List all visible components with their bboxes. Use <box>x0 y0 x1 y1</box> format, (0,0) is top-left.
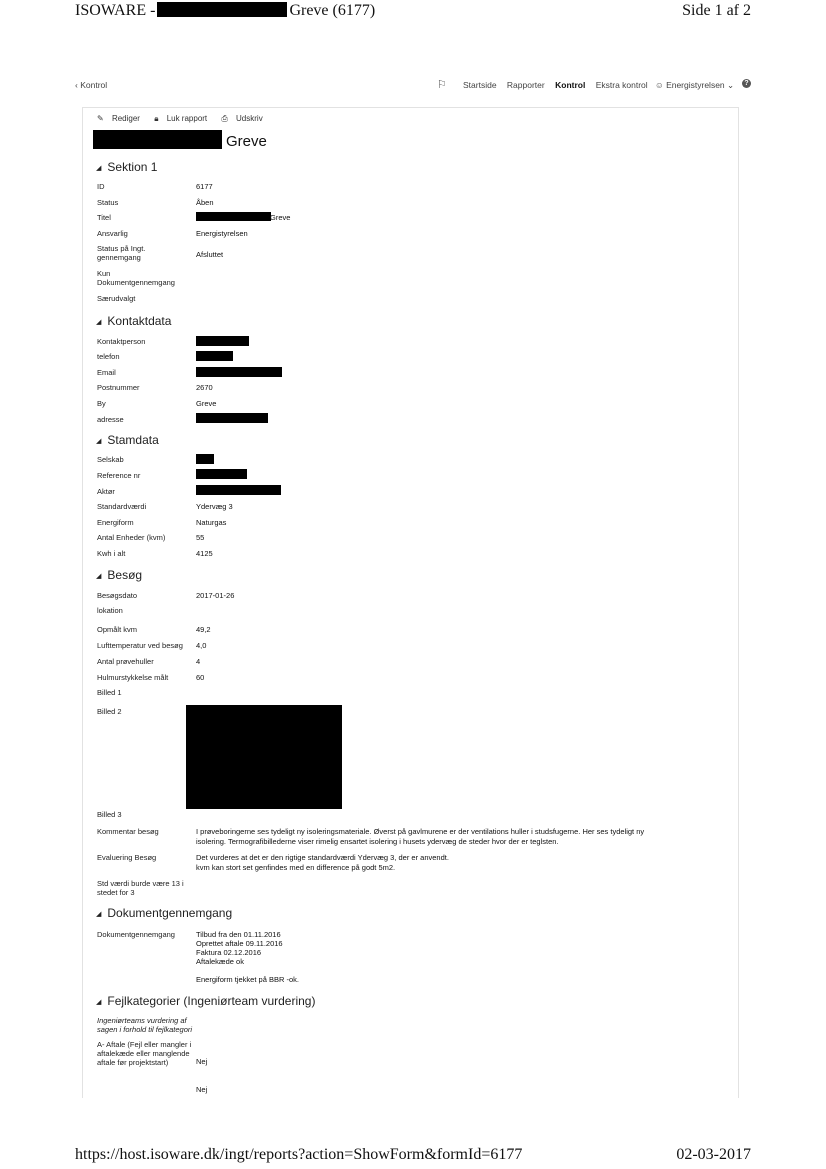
field-label: Selskab <box>97 455 124 464</box>
field-value: Afsluttet <box>196 250 224 259</box>
section-heading-text: Fejlkategorier (Ingeniørteam vurdering) <box>107 994 316 1008</box>
print-header-prefix: ISOWARE - <box>75 2 156 19</box>
section-fejl-heading[interactable] <box>96 994 315 1008</box>
field-label: telefon <box>97 352 120 361</box>
field-label: Energiform <box>97 518 134 527</box>
close-report-label: Luk rapport <box>166 114 208 123</box>
chevron-down-icon: ⌄ <box>727 80 735 90</box>
field-label: Billed 2 <box>97 707 122 716</box>
section-besog-heading[interactable] <box>96 568 142 582</box>
user-icon: ☺ <box>655 80 664 90</box>
nav-link-rapporter[interactable]: Rapporter <box>506 80 545 90</box>
field-label: Billed 1 <box>97 688 122 697</box>
lock-icon: 🔒︎ <box>154 114 159 123</box>
print-button[interactable] <box>221 114 268 123</box>
redaction-bar <box>196 413 268 423</box>
field-value: Aftalekæde ok <box>196 957 244 966</box>
field-value: 2017-01-26 <box>196 591 235 600</box>
section-heading-text: Besøg <box>107 568 143 582</box>
section-dokument-heading[interactable] <box>96 906 232 920</box>
field-label: Ansvarlig <box>97 229 128 238</box>
field-value: Greve <box>196 399 217 408</box>
field-value: Faktura 02.12.2016 <box>196 948 262 957</box>
chevron-left-icon: ‹ <box>75 80 78 90</box>
field-label: Ingeniørteams vurdering af sagen i forhold til fejlkategori <box>97 1016 193 1034</box>
field-label: Billed 3 <box>97 810 122 819</box>
field-label: Antal prøvehuller <box>97 657 154 666</box>
field-label: Særudvalgt <box>97 294 136 303</box>
section-heading-text: Dokumentgennemgang <box>107 906 233 920</box>
user-menu[interactable] <box>655 80 734 91</box>
edit-icon: ✎ <box>97 114 104 123</box>
field-label: Postnummer <box>97 383 140 392</box>
field-value: Nej <box>196 1085 208 1094</box>
field-value: 4,0 <box>196 641 207 650</box>
report-panel <box>82 107 739 1098</box>
field-value: Nej <box>196 1057 208 1066</box>
field-value: 60 <box>196 673 205 682</box>
field-value: 4 <box>196 657 201 666</box>
triangle-down-icon: ◢ <box>96 999 102 1006</box>
top-navbar <box>75 78 751 96</box>
page-title <box>93 130 267 152</box>
field-label: Kommentar besøg <box>97 827 159 836</box>
print-date: 02-03-2017 <box>676 1146 751 1163</box>
triangle-down-icon: ◢ <box>96 573 102 580</box>
section-sektion1-heading[interactable] <box>96 160 157 174</box>
field-value: Oprettet aftale 09.11.2016 <box>196 939 283 948</box>
edit-button[interactable] <box>97 114 146 123</box>
field-value: Tilbud fra den 01.11.2016 <box>196 930 281 939</box>
field-value: isolering. Termografibillederne viser rimelig ensartet isolering i husets ydervæg de steder hvor der er teglsten. <box>196 837 559 846</box>
flag-icon[interactable]: ⚐ <box>437 79 447 91</box>
field-label: Hulmurstykkelse målt <box>97 673 169 682</box>
print-page-label: Side 1 af 2 <box>682 2 751 19</box>
print-button-label: Udskriv <box>236 114 263 123</box>
field-label: adresse <box>97 415 124 424</box>
field-value: 4125 <box>196 549 213 558</box>
redaction-bar <box>93 130 222 149</box>
report-toolbar <box>97 114 275 124</box>
field-value: 6177 <box>196 182 213 191</box>
print-header-suffix: Greve (6177) <box>289 2 376 19</box>
field-value: Energiform tjekket på BBR -ok. <box>196 975 299 984</box>
field-value: 2670 <box>196 383 213 392</box>
field-label: Standardværdi <box>97 502 147 511</box>
redaction-bar <box>157 2 287 17</box>
nav-link-ekstra-kontrol[interactable]: Ekstra kontrol <box>595 80 648 90</box>
print-footer <box>75 1146 751 1166</box>
redaction-bar <box>196 469 247 479</box>
field-label: A- Aftale (Fejl eller mangler i aftalekæde eller manglende aftale før projektstart) <box>97 1040 192 1067</box>
field-label: ID <box>97 182 105 191</box>
field-label: Besøgsdato <box>97 591 138 600</box>
nav-link-startside[interactable]: Startside <box>463 80 497 90</box>
field-value: kvm kan stort set genfindes med en difference på godt 5m2. <box>196 863 396 872</box>
field-label: Kwh i alt <box>97 549 126 558</box>
page-title-text: Greve <box>226 133 267 150</box>
field-value: 49,2 <box>196 625 211 634</box>
section-stamdata-heading[interactable] <box>96 433 159 447</box>
nav-links <box>463 80 656 90</box>
triangle-down-icon: ◢ <box>96 438 102 445</box>
redaction-bar <box>196 336 249 346</box>
close-report-button[interactable] <box>154 114 213 123</box>
field-label: Status <box>97 198 119 207</box>
field-label: Std værdi burde være 13 i stedet for 3 <box>97 879 184 897</box>
back-link-label: Kontrol <box>80 80 108 90</box>
field-label: Opmålt kvm <box>97 625 138 634</box>
section-heading-text: Sektion 1 <box>107 160 158 174</box>
edit-button-label: Rediger <box>111 114 140 123</box>
redaction-bar <box>196 367 282 377</box>
field-label: Kun Dokumentgennemgang <box>97 269 175 287</box>
field-value: Det vurderes at det er den rigtige standardværdi Ydervæg 3, der er anvendt. <box>196 853 449 862</box>
field-label: Titel <box>97 213 111 222</box>
field-label: lokation <box>97 606 123 615</box>
section-heading-text: Stamdata <box>107 433 159 447</box>
nav-link-kontrol[interactable]: Kontrol <box>555 80 586 90</box>
triangle-down-icon: ◢ <box>96 319 102 326</box>
field-label: Evaluering Besøg <box>97 853 157 862</box>
field-value: Åben <box>196 198 214 207</box>
redaction-bar <box>196 485 281 495</box>
redaction-bar <box>196 454 214 464</box>
section-kontaktdata-heading[interactable] <box>96 314 171 328</box>
field-label: By <box>97 399 106 408</box>
print-url: https://host.isoware.dk/ingt/reports?action=ShowForm&formId=6177 <box>75 1146 523 1163</box>
field-label: Dokumentgennemgang <box>97 930 175 939</box>
print-icon: ⎙ <box>221 114 228 123</box>
field-label: Lufttemperatur ved besøg <box>97 641 183 650</box>
field-label: Aktør <box>97 487 115 496</box>
field-label: Antal Enheder (kvm) <box>97 533 166 542</box>
field-value: Greve <box>270 213 291 222</box>
print-header <box>75 2 751 24</box>
redaction-bar <box>196 212 271 221</box>
field-label: Status på Ingt. gennemgang <box>97 244 146 262</box>
field-label: Email <box>97 368 116 377</box>
section-heading-text: Kontaktdata <box>107 314 172 328</box>
field-value: 55 <box>196 533 205 542</box>
field-label: Kontaktperson <box>97 337 146 346</box>
field-value: Ydervæg 3 <box>196 502 233 511</box>
field-value: Energistyrelsen <box>196 229 248 238</box>
photo-redacted[interactable] <box>186 705 342 809</box>
help-icon[interactable]: ? <box>742 79 751 88</box>
print-header-title <box>75 2 375 20</box>
field-label: Reference nr <box>97 471 141 480</box>
field-value: Naturgas <box>196 518 227 527</box>
back-link[interactable] <box>75 80 107 90</box>
triangle-down-icon: ◢ <box>96 911 102 918</box>
triangle-down-icon: ◢ <box>96 165 102 172</box>
redaction-bar <box>196 351 233 361</box>
user-name: Energistyrelsen <box>666 80 725 90</box>
field-value: I prøveboringerne ses tydeligt ny isoleringsmateriale. Øverst på gavlmurene er der ventilations huller i studsfugerne. Her ses tydeligt ny <box>196 827 645 836</box>
